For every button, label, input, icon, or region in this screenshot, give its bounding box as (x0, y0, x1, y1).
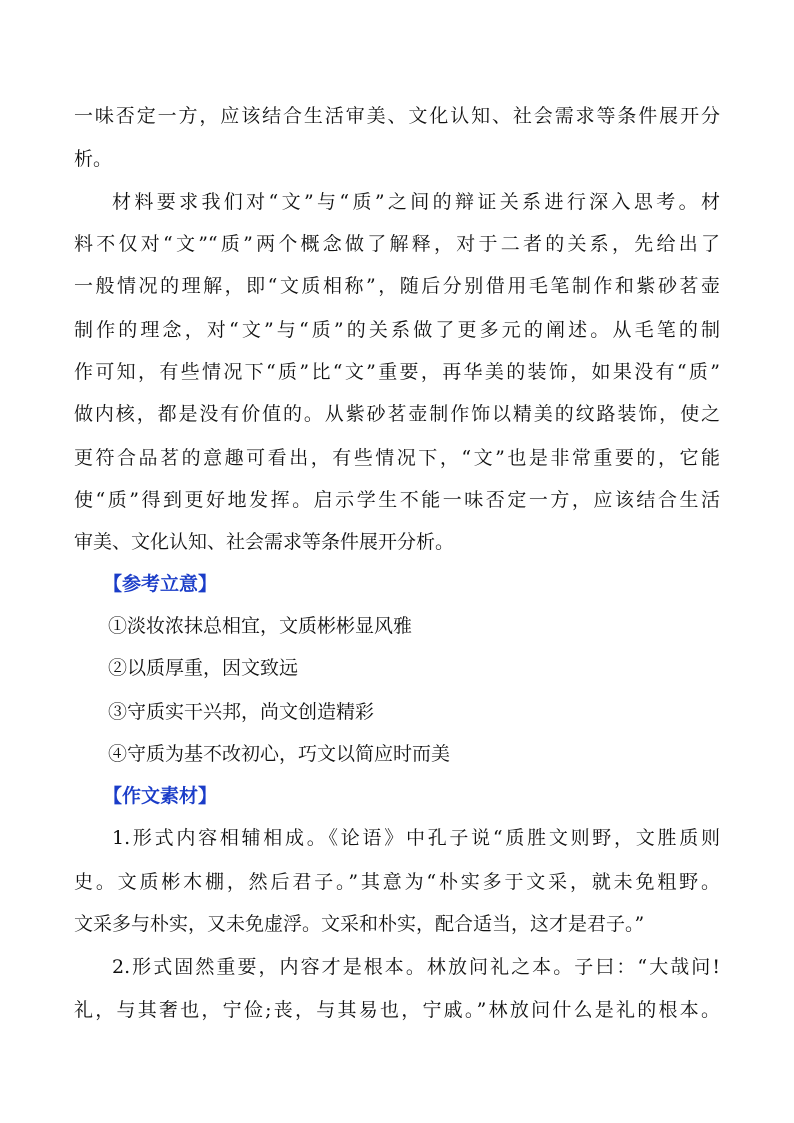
paragraph-line: 一般情况的理解，即“文质相称”，随后分别借用毛笔制作和紫砂茗壶 (74, 275, 720, 297)
section-heading-material: 【作文素材】 (103, 785, 218, 807)
paragraph-line: 析。 (74, 148, 113, 170)
paragraph-line: 做内核，都是没有价值的。从紫砂茗壶制作饰以精美的纹路装饰，使之 (74, 403, 720, 425)
list-item: ③守质实干兴邦，尚文创造精彩 (108, 701, 375, 723)
paragraph-line: 审美、文化认知、社会需求等条件展开分析。 (74, 531, 455, 553)
paragraph-line: 更符合品茗的意趣可看出，有些情况下，“文”也是非常重要的，它能 (74, 447, 720, 469)
paragraph-line: 文采多与朴实，又未免虚浮。文采和朴实，配合适当，这才是君子。” (74, 913, 645, 935)
list-item: ①淡妆浓抹总相宜，文质彬彬显风雅 (108, 615, 413, 637)
paragraph-line: 材料要求我们对“文”与“质”之间的辩证关系进行深入思考。材 (112, 191, 720, 213)
paragraph-line: 一味否定一方，应该结合生活审美、文化认知、社会需求等条件展开分 (74, 105, 720, 127)
paragraph-line: 礼，与其奢也，宁俭;丧，与其易也，宁戚。”林放问什么是礼的根本。 (74, 999, 720, 1021)
paragraph-line: 制作的理念，对“文”与“质”的关系做了更多元的阐述。从毛笔的制 (74, 319, 720, 341)
paragraph-line: 使“质”得到更好地发挥。启示学生不能一味否定一方，应该结合生活 (74, 489, 720, 511)
paragraph-line: 作可知，有些情况下“质”比“文”重要，再华美的装饰，如果没有“质” (74, 361, 720, 383)
paragraph-line: 史。文质彬木棚，然后君子。”其意为“朴实多于文采，就未免粗野。 (74, 871, 720, 893)
paragraph-line: 1.形式内容相辅相成。《论语》中孔子说“质胜文则野，文胜质则 (112, 827, 720, 849)
paragraph-line: 料不仅对“文”“质”两个概念做了解释，对于二者的关系，先给出了 (74, 233, 720, 255)
list-item: ④守质为基不改初心，巧文以简应时而美 (108, 743, 451, 765)
section-heading-reference: 【参考立意】 (103, 573, 218, 595)
paragraph-line: 2.形式固然重要，内容才是根本。林放问礼之本。子曰：“大哉问! (112, 956, 720, 978)
list-item: ②以质厚重，因文致远 (108, 657, 299, 679)
